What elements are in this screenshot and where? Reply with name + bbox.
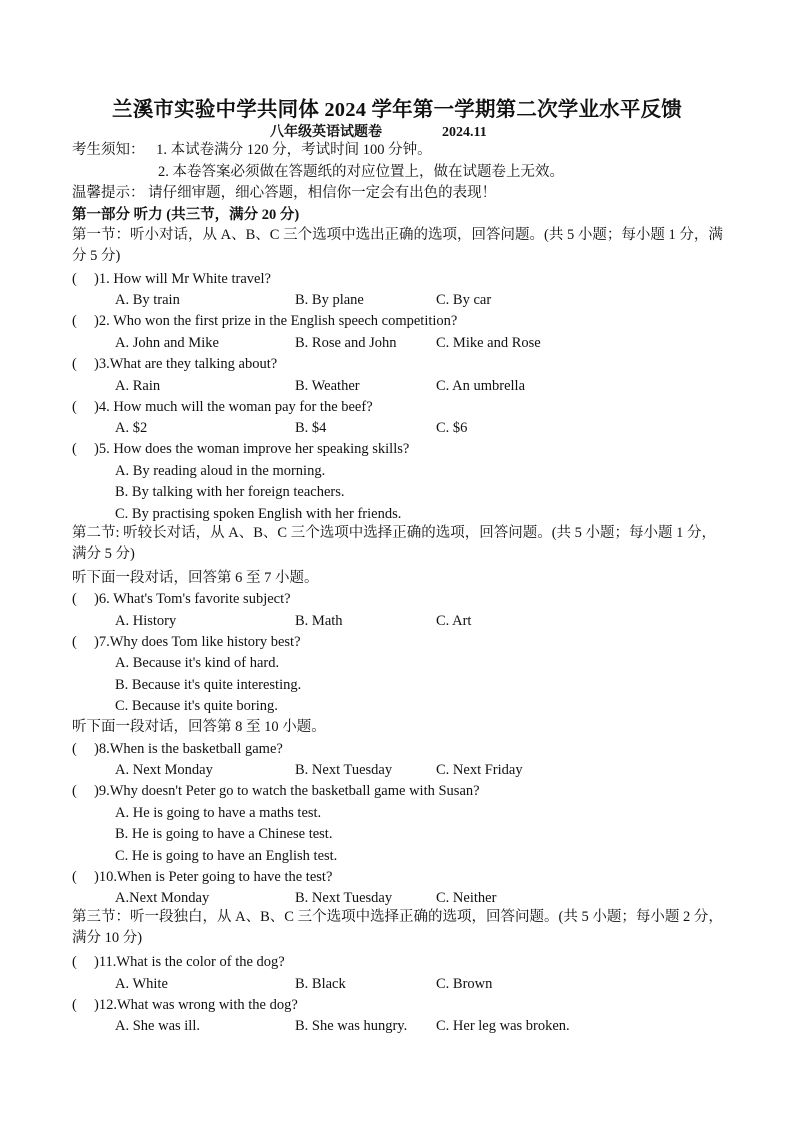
- option-a: A. Next Monday: [115, 762, 213, 778]
- option-a: A. Rain: [115, 378, 161, 394]
- question-stem: )6. What's Tom's favorite subject?: [94, 591, 291, 607]
- option-c: C. Because it's quite boring.: [115, 698, 278, 714]
- option-c: C. $6: [436, 420, 468, 436]
- option-b: B. Weather: [295, 378, 360, 394]
- question-10: [72, 868, 332, 886]
- option-b: B. Rose and John: [295, 335, 397, 351]
- notice-item-1: 1. 本试卷满分 120 分，考试时间 100 分钟。: [156, 142, 432, 158]
- option-c: C. Next Friday: [436, 762, 523, 778]
- option-c: C. Her leg was broken.: [436, 1018, 570, 1034]
- question-stem: )1. How will Mr White travel?: [94, 271, 271, 287]
- notice-tip: 温馨提示： 请仔细审题，细心答题，相信你一定会有出色的表现！: [72, 185, 497, 201]
- question-stem: )9.Why doesn't Peter go to watch the basketball game with Susan?: [94, 783, 480, 799]
- option-a: A. John and Mike: [115, 335, 219, 351]
- answer-blank: (: [72, 313, 77, 329]
- question-5: [72, 440, 409, 458]
- option-a: A. Because it's kind of hard.: [115, 655, 280, 671]
- option-c: C. By practising spoken English with her friends.: [115, 506, 402, 522]
- section2-instructions: 第二节: 听较长对话，从 A、B、C 三个选项中选择正确的选项，回答问题。(共 5 小题；每小题 1 分，满分 5 分): [72, 525, 717, 562]
- option-c: C. Art: [436, 613, 472, 629]
- option-a: A. By train: [115, 292, 180, 308]
- option-a: A. History: [115, 613, 177, 629]
- option-b: B. Next Tuesday: [295, 762, 393, 778]
- option-c: C. An umbrella: [436, 378, 526, 394]
- option-a: A. She was ill.: [115, 1018, 200, 1034]
- answer-blank: (: [72, 997, 77, 1013]
- option-a: A. $2: [115, 420, 148, 436]
- option-a: A. White: [115, 976, 168, 992]
- answer-blank: (: [72, 271, 77, 287]
- option-c: C. Brown: [436, 976, 493, 992]
- answer-blank: (: [72, 869, 77, 885]
- question-stem: )8.When is the basketball game?: [94, 741, 283, 757]
- question-stem: )7.Why does Tom like history best?: [94, 634, 301, 650]
- answer-blank: (: [72, 399, 77, 415]
- option-a: A. By reading aloud in the morning.: [115, 463, 326, 479]
- exam-subtitle: [270, 121, 487, 141]
- exam-date: 2024.11: [442, 125, 487, 140]
- question-stem: )11.What is the color of the dog?: [94, 954, 285, 970]
- option-b: B. Because it's quite interesting.: [115, 677, 302, 693]
- option-c: C. By car: [436, 292, 492, 308]
- option-a: A.Next Monday: [115, 890, 210, 906]
- option-c: C. Neither: [436, 890, 497, 906]
- question-stem: )3.What are they talking about?: [94, 356, 278, 372]
- answer-blank: (: [72, 783, 77, 799]
- notice-line-1: [72, 141, 432, 159]
- question-4: [72, 398, 373, 416]
- answer-blank: (: [72, 954, 77, 970]
- answer-blank: (: [72, 741, 77, 757]
- option-b: B. Black: [295, 976, 346, 992]
- section3-instructions: 第三节：听一段独白，从 A、B、C 三个选项中选择正确的选项，回答问题。(共 5 小题；每小题 2 分，满分 10 分): [72, 909, 723, 946]
- question-3: [72, 355, 277, 373]
- option-b: B. Math: [295, 613, 343, 629]
- answer-blank: (: [72, 441, 77, 457]
- question-2: [72, 312, 457, 330]
- subtitle-text: 八年级英语试题卷: [270, 125, 382, 140]
- question-stem: )5. How does the woman improve her speaking skills?: [94, 441, 410, 457]
- answer-blank: (: [72, 591, 77, 607]
- option-c: C. Mike and Rose: [436, 335, 541, 351]
- exam-title: 兰溪市实验中学共同体 2024 学年第一学期第二次学业水平反馈: [112, 99, 682, 121]
- question-8: [72, 740, 283, 758]
- option-b: B. Next Tuesday: [295, 890, 393, 906]
- dialog-intro-8-10: 听下面一段对话，回答第 8 至 10 小题。: [72, 719, 326, 735]
- question-stem: )12.What was wrong with the dog?: [94, 997, 298, 1013]
- option-b: B. She was hungry.: [295, 1018, 408, 1034]
- part1-title: 第一部分 听力 (共三节，满分 20 分): [72, 207, 300, 223]
- question-stem: )10.When is Peter going to have the test?: [94, 869, 333, 885]
- question-7: [72, 633, 301, 651]
- answer-blank: (: [72, 356, 77, 372]
- option-a: A. He is going to have a maths test.: [115, 805, 322, 821]
- answer-blank: (: [72, 634, 77, 650]
- question-stem: )4. How much will the woman pay for the beef?: [94, 399, 373, 415]
- option-b: B. He is going to have a Chinese test.: [115, 826, 333, 842]
- question-1: [72, 270, 271, 288]
- dialog-intro-6-7: 听下面一段对话，回答第 6 至 7 小题。: [72, 570, 319, 586]
- question-9: [72, 782, 480, 800]
- question-6: [72, 590, 291, 608]
- question-11: [72, 953, 285, 971]
- option-b: B. By talking with her foreign teachers.: [115, 484, 345, 500]
- section1-instructions: 第一节：听小对话，从 A、B、C 三个选项中选出正确的选项，回答问题。(共 5 小题；每小题 1 分，满分 5 分): [72, 227, 723, 264]
- option-b: B. By plane: [295, 292, 364, 308]
- notice-label: 考生须知：: [72, 142, 145, 158]
- question-stem: )2. Who won the first prize in the English speech competition?: [94, 313, 458, 329]
- option-c: C. He is going to have an English test.: [115, 848, 338, 864]
- notice-item-2: 2. 本卷答案必须做在答题纸的对应位置上，做在试题卷上无效。: [158, 164, 564, 180]
- option-b: B. $4: [295, 420, 327, 436]
- question-12: [72, 996, 298, 1014]
